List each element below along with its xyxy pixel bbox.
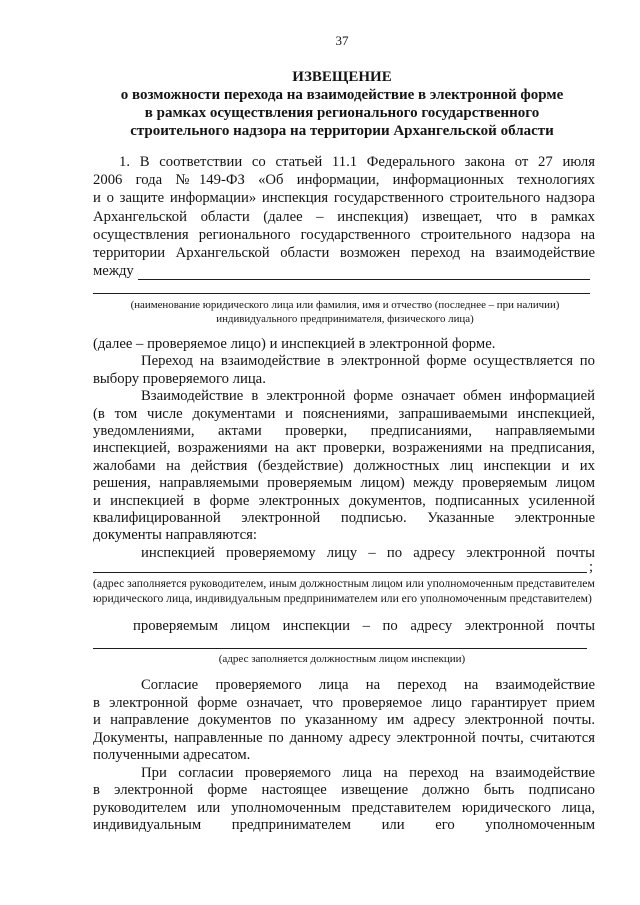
party-name-blank-line: [138, 279, 590, 280]
party-email-blank-line: [93, 648, 587, 649]
text-line: уведомлениями, актами проверки, предписаниями, направляемыми: [93, 422, 595, 439]
paragraph-1: [93, 153, 595, 280]
text-line: Переход на взаимодействие в электронной форме осуществляется по: [141, 353, 595, 370]
notice-title: [93, 68, 591, 140]
text-line: Архангельской области (далее – инспекция) извещает, что в рамках: [93, 208, 595, 225]
text-line: и о защите информации» инспекция государственного строительного надзора: [93, 190, 595, 207]
inspection-email-caption: [93, 576, 595, 606]
page-number: 37: [335, 33, 349, 48]
text-line: 2006 года №149-ФЗ «Об информации, информационных технологиях: [93, 172, 595, 189]
inspection-email-blank-line: [93, 572, 587, 573]
text-line: (в том числе документами и пояснениями, запрашиваемыми инспекцией,: [93, 405, 595, 422]
caption-line: индивидуального предпринимателя, физического лица): [216, 313, 474, 325]
party-email-paragraph: [93, 618, 595, 635]
between-label: между: [93, 263, 134, 280]
party-email-caption: [93, 652, 591, 666]
caption-line: (адрес заполняется руководителем, иным должностным лицом или уполномоченным представителем: [93, 577, 595, 590]
text-line: руководителем или уполномоченным представителем юридического лица,: [93, 799, 595, 816]
paragraph-2: [93, 336, 595, 562]
party-email-label: проверяемым лицом инспекции – по адресу электронной почты: [133, 618, 595, 634]
title-line: о возможности перехода на взаимодействие в электронной форме: [120, 87, 564, 103]
text-line: Взаимодействие в электронной форме означает обмен информацией: [141, 388, 595, 405]
text-line: индивидуальным предпринимателем или его уполномоченным: [93, 817, 595, 833]
text-line: (далее – проверяемое лицо) и инспекцией в электронной форме.: [93, 336, 496, 352]
caption-line: (наименование юридического лица или фамилия, имя и отчество (последнее – при наличии): [130, 299, 560, 311]
title-line: в рамках осуществления регионального государственного: [144, 105, 540, 121]
caption-line: юридического лица, индивидуальным предпринимателем или его уполномоченным представителем): [93, 592, 592, 605]
text-line: Согласие проверяемого лица на переход на взаимодействие: [141, 677, 595, 693]
title-line: строительного надзора на территории Архангельской области: [130, 123, 554, 139]
text-line: выбору проверяемого лица.: [93, 370, 266, 387]
text-line: в электронной форме настоящее извещение должно быть подписано: [93, 782, 595, 798]
title-heading: ИЗВЕЩЕНИЕ: [292, 69, 392, 85]
text-line: и направление документов по указанному им адресу электронной почты.: [93, 712, 595, 728]
paragraph-3: [93, 677, 595, 835]
party-field-caption: [96, 298, 594, 326]
text-line: квалифицированной электронной подписью. Указанные электронные: [93, 509, 595, 526]
text-line: решения, направляемыми проверяемым лицом) между проверяемым лицом: [93, 475, 595, 492]
text-line: документы направляются:: [93, 527, 257, 544]
text-line: Документы, направленные по данному адресу электронной почты, считаются: [93, 729, 595, 746]
text-line: При согласии проверяемого лица на переход на взаимодействие: [141, 764, 595, 781]
inspection-email-label: инспекцией проверяемому лицу – по адресу электронной почты: [141, 544, 595, 561]
text-line: полученными адресатом.: [93, 747, 251, 763]
party-name-blank-line-2: [93, 293, 590, 294]
inspection-email-terminator: ;: [589, 559, 594, 575]
text-line: 1. В соответствии со статьей 11.1 Федерального закона от 27 июля: [119, 154, 595, 170]
text-line: осуществления регионального государственного строительного надзора на: [93, 226, 595, 243]
text-line: в электронной форме означает, что проверяемое лицо гарантирует прием: [93, 694, 595, 711]
text-line: и инспекцией в форме электронных документов, подписанных усиленной: [93, 492, 595, 509]
text-line: инспекцией, возражениями на акт проверки, возражениями на предписания,: [93, 440, 595, 457]
text-line: жалобами на действия (бездействие) должностных лиц инспекции и их: [93, 457, 595, 474]
text-line: территории Архангельской области возможен переход на взаимодействие: [93, 244, 595, 261]
caption-line: (адрес заполняется должностным лицом инспекции): [218, 653, 466, 665]
